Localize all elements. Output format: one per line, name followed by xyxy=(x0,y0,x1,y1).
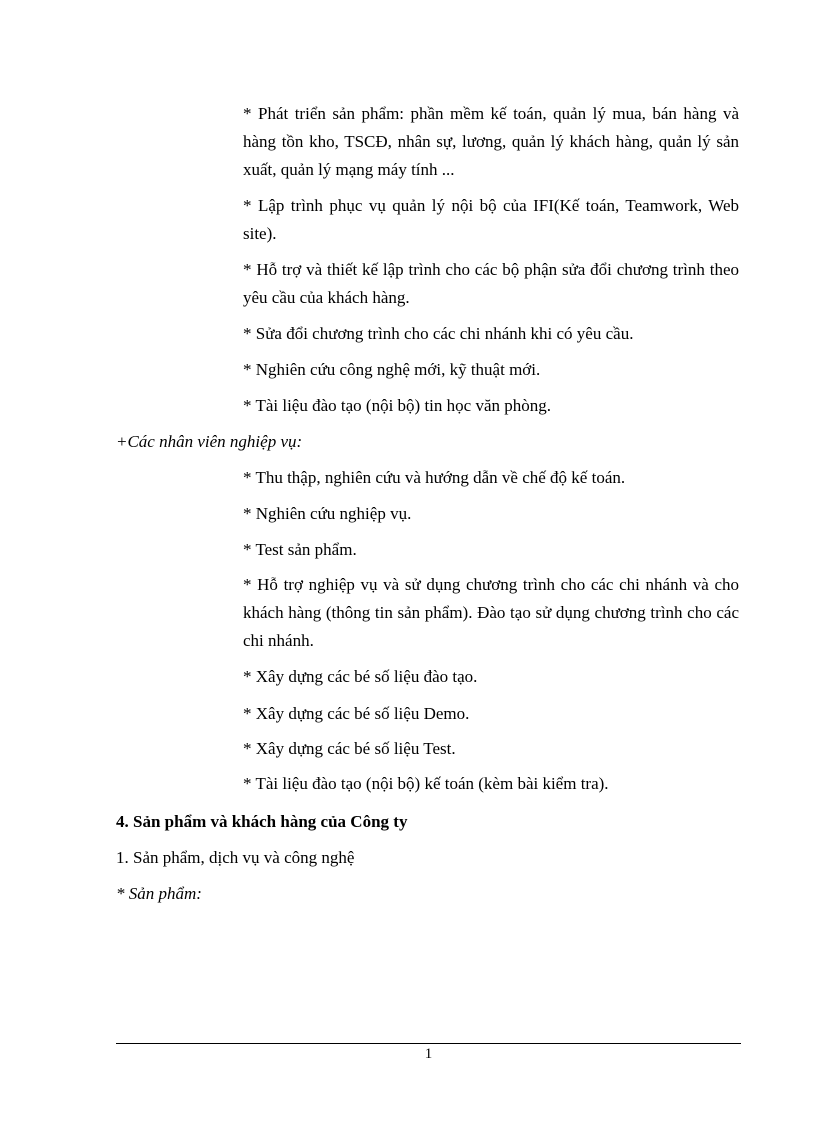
staff-heading: +Các nhân viên nghiệp vụ: xyxy=(116,432,303,451)
paragraph-support-design: * Hỗ trợ và thiết kế lập trình cho các bộ phận sửa đổi chương trình theo yêu cầu của khách hàng. xyxy=(243,260,739,307)
products-label: * Sản phẩm: xyxy=(116,884,202,903)
paragraph-build-training-data: * Xây dựng các bé số liệu đào tạo. xyxy=(243,667,478,686)
paragraph-product-development: * Phát triển sản phẩm: phần mềm kế toán, quản lý mua, bán hàng và hàng tồn kho, TSCĐ, nhân sự, lương, quản lý khách hàng, quản lý sản xuất, quản lý mạng máy tính ... xyxy=(243,104,739,179)
paragraph-collect-research: * Thu thập, nghiên cứu và hướng dẫn về chế độ kế toán. xyxy=(243,468,626,487)
paragraph-modify-branches: * Sửa đổi chương trình cho các chi nhánh khi có yêu cầu. xyxy=(243,324,634,343)
paragraph-internal-programming: * Lập trình phục vụ quản lý nội bộ của IFI(Kế toán, Teamwork, Web site). xyxy=(243,196,739,243)
paragraph-research-technology: * Nghiên cứu công nghệ mới, kỹ thuật mới. xyxy=(243,360,541,379)
paragraph-test-product: * Test sản phẩm. xyxy=(243,540,357,559)
page-number: 1 xyxy=(424,1046,433,1062)
paragraph-support-business: * Hỗ trợ nghiệp vụ và sử dụng chương trình cho các chi nhánh và cho khách hàng (thông tin sản phẩm). Đào tạo sử dụng chương trình cho các chi nhánh. xyxy=(243,575,739,650)
paragraph-it-training-docs: * Tài liệu đào tạo (nội bộ) tin học văn phòng. xyxy=(243,396,551,415)
paragraph-research-business: * Nghiên cứu nghiệp vụ. xyxy=(243,504,412,523)
paragraph-build-demo-data: * Xây dựng các bé số liệu Demo. xyxy=(243,704,470,723)
paragraph-accounting-training-docs: * Tài liệu đào tạo (nội bộ) kế toán (kèm bài kiểm tra). xyxy=(243,774,609,793)
section-heading: 4. Sản phẩm và khách hàng của Công ty xyxy=(116,812,408,831)
paragraph-build-test-data: * Xây dựng các bé số liệu Test. xyxy=(243,739,456,758)
subsection-heading: 1. Sản phẩm, dịch vụ và công nghệ xyxy=(116,848,355,867)
